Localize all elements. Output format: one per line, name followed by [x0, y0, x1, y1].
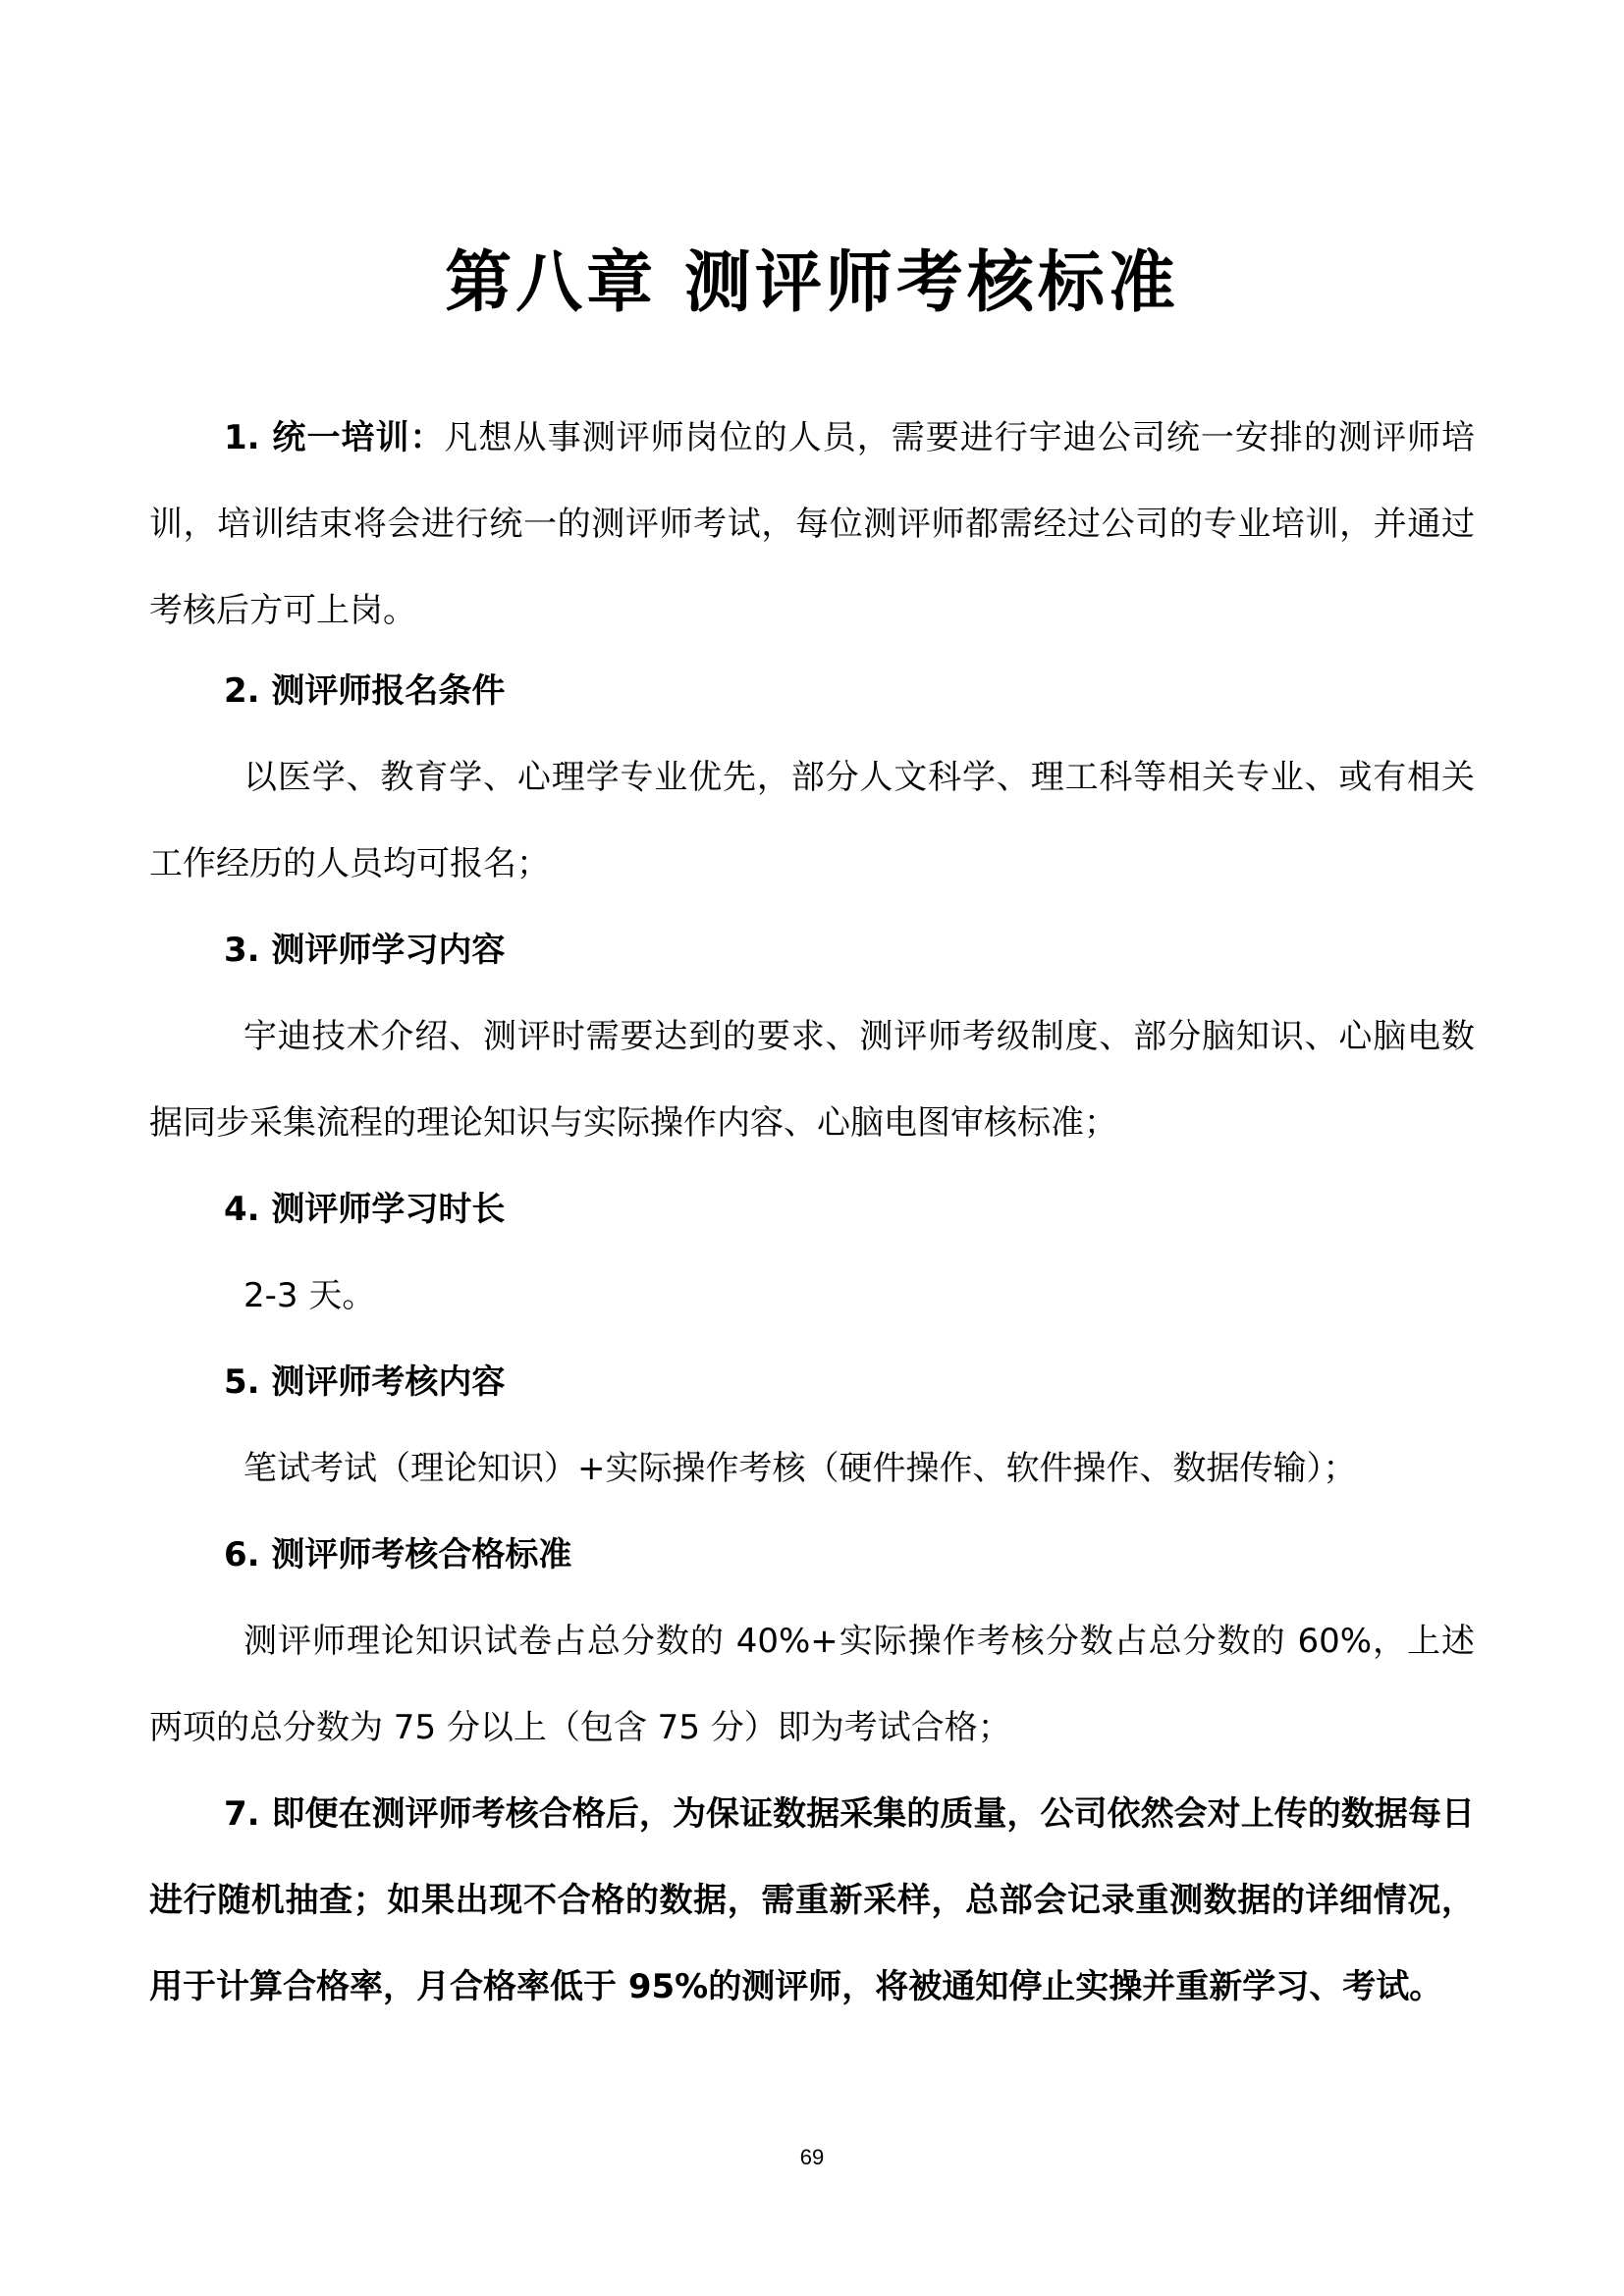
section-1-paragraph: [149, 395, 1475, 654]
section-3-heading: 3. 测评师学习内容: [224, 931, 506, 970]
section-5-heading: 5. 测评师考核内容: [224, 1362, 506, 1402]
section-6-heading: 6. 测评师考核合格标准: [224, 1535, 572, 1575]
section-1-label: 1. 统一培训：: [224, 418, 445, 457]
section-1-text: 凡想从事测评师岗位的人员，需要进行宇迪公司统一安排的测评师培训，培训结束将会进行统一的测评师考试，每位测评师都需经过公司的专业培训，并通过考核后方可上岗。: [149, 418, 1475, 630]
section-2-heading: 2. 测评师报名条件: [224, 671, 506, 711]
section-7-paragraph: 7. 即便在测评师考核合格后，为保证数据采集的质量，公司依然会对上传的数据每日进行随机抽查；如果出现不合格的数据，需重新采样，总部会记录重测数据的详细情况，用于计算合格率，月合格率低于 95%的测评师，将被通知停止实操并重新学习、考试。: [149, 1794, 1475, 2006]
section-3-text: 宇迪技术介绍、测评时需要达到的要求、测评师考级制度、部分脑知识、心脑电数据同步采集流程的理论知识与实际操作内容、心脑电图审核标准；: [149, 1017, 1475, 1143]
section-2-text: 以医学、教育学、心理学专业优先，部分人文科学、理工科等相关专业、或有相关工作经历的人员均可报名；: [149, 758, 1475, 883]
section-4-heading: 4. 测评师学习时长: [224, 1190, 506, 1229]
page-title: 第八章 测评师考核标准: [445, 244, 1179, 322]
page-number: 69: [799, 2145, 825, 2169]
section-4-text: 2-3 天。: [244, 1276, 376, 1315]
section-5-text: 笔试考试（理论知识）+实际操作考核（硬件操作、软件操作、数据传输）；: [244, 1449, 1357, 1488]
section-6-text: 测评师理论知识试卷占总分数的 40%+实际操作考核分数占总分数的 60%，上述两项的总分数为 75 分以上（包含 75 分）即为考试合格；: [149, 1622, 1475, 1747]
